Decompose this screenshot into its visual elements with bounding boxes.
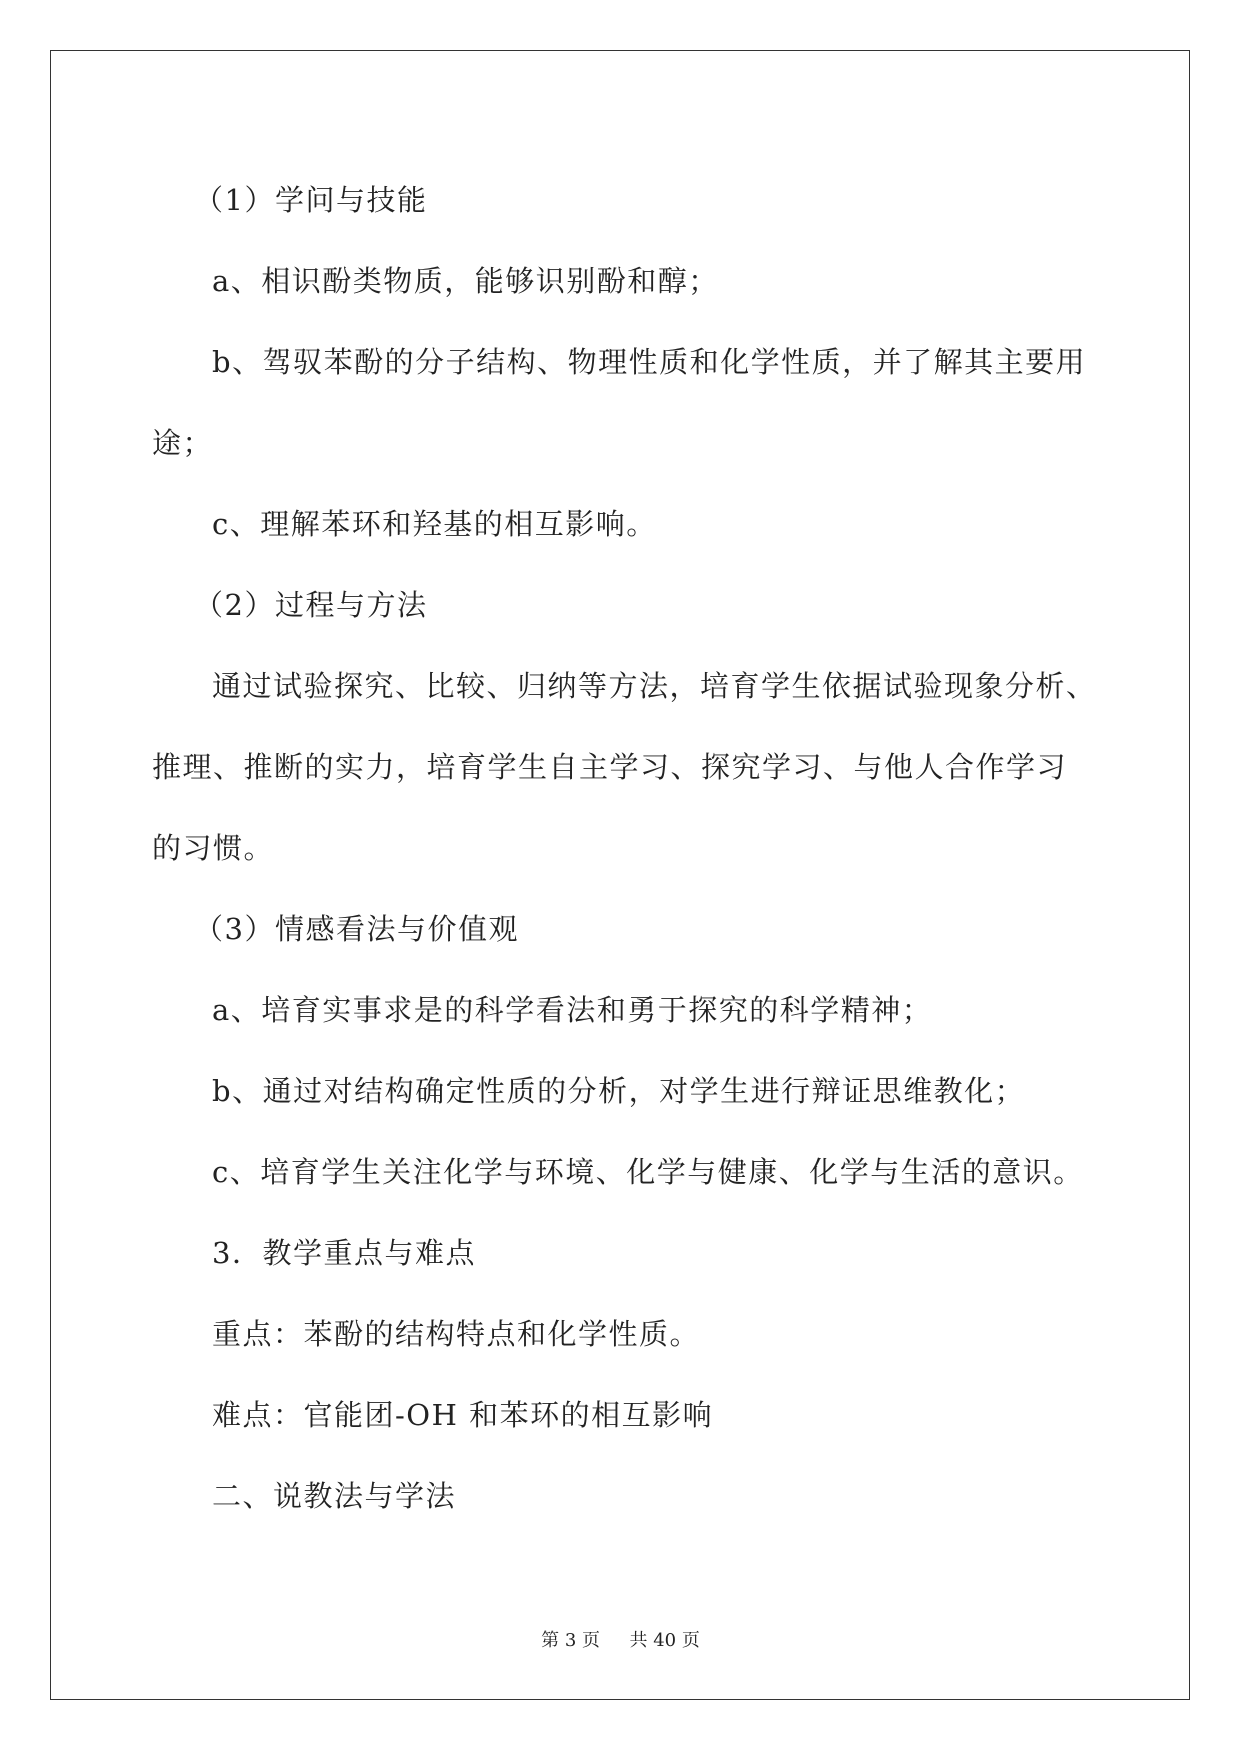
paragraph-line: a、相识酚类物质，能够识别酚和醇；: [212, 264, 719, 298]
paragraph-line: b、驾驭苯酚的分子结构、物理性质和化学性质，并了解其主要用: [212, 345, 1087, 379]
paragraph-line: 重点：苯酚的结构特点和化学性质。: [212, 1317, 701, 1351]
page-footer: [0, 1626, 1241, 1652]
paragraph-line: a、培育实事求是的科学看法和勇于探究的科学精神；: [212, 993, 933, 1027]
paragraph-line: 推理、推断的实力，培育学生自主学习、探究学习、与他人合作学习: [152, 750, 1068, 784]
paragraph-line: 通过试验探究、比较、归纳等方法，培育学生依据试验现象分析、: [212, 669, 1097, 703]
section-heading-attitudes-values: （3）情感看法与价值观: [194, 912, 519, 946]
section-heading-teaching-methods: 二、说教法与学法: [212, 1479, 457, 1513]
page-number: 第 3 页: [541, 1630, 601, 1651]
paragraph-line: 的习惯。: [152, 831, 275, 865]
page-total: 共 40 页: [629, 1630, 700, 1651]
paragraph-line: 途；: [152, 426, 214, 460]
document-body: [152, 160, 1097, 1537]
paragraph-line: b、通过对结构确定性质的分析，对学生进行辩证思维教化；: [212, 1074, 1026, 1108]
section-heading-knowledge-skills: （1）学问与技能: [194, 183, 428, 217]
paragraph-line: c、培育学生关注化学与环境、化学与健康、化学与生活的意识。: [212, 1155, 1084, 1189]
section-heading-process-methods: （2）过程与方法: [194, 588, 428, 622]
section-heading-key-points: 3．教学重点与难点: [212, 1236, 476, 1270]
paragraph-line: c、理解苯环和羟基的相互影响。: [212, 507, 657, 541]
paragraph-line: 难点：官能团-OH 和苯环的相互影响: [212, 1398, 714, 1432]
